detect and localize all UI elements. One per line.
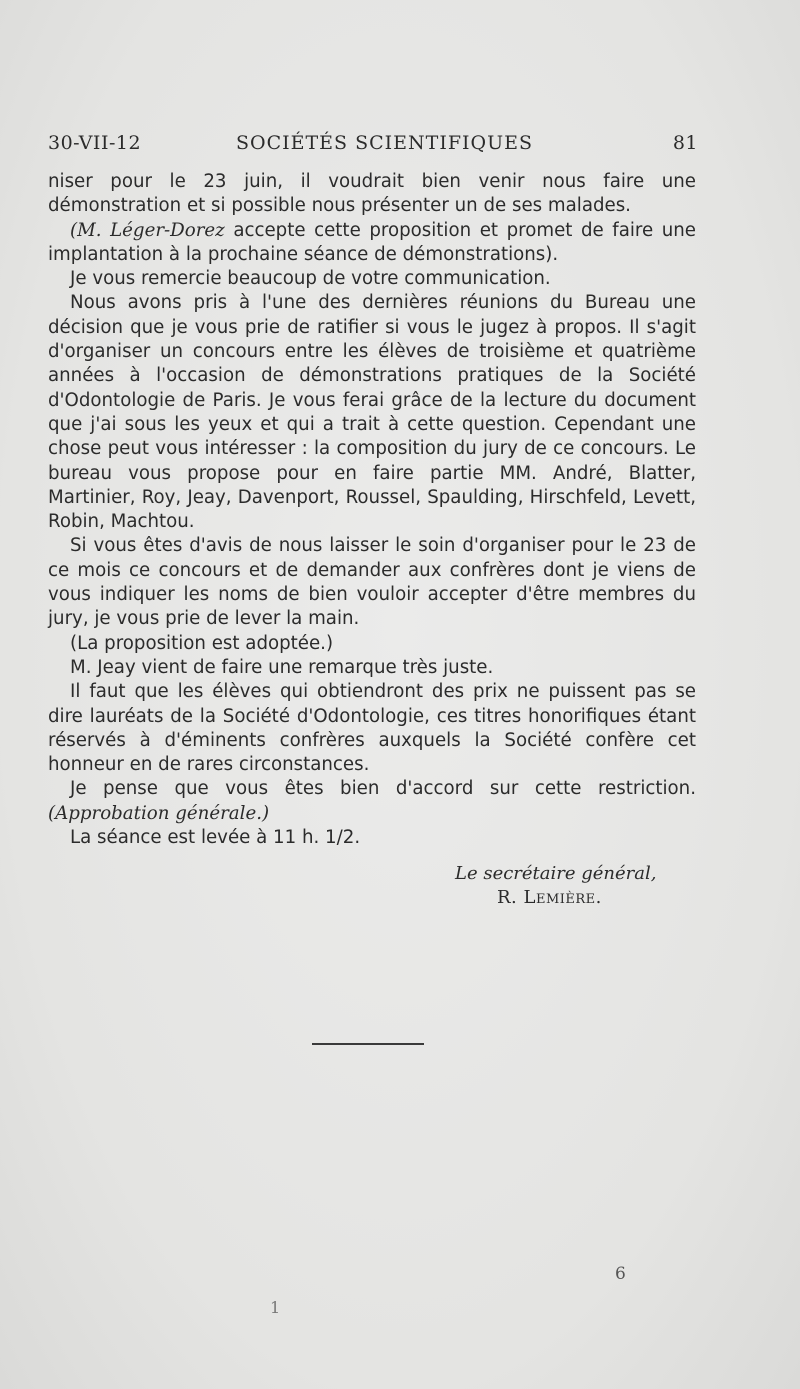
paragraph: niser pour le 23 juin, il voudrait bien venir nous faire une démonstration et si possible nous présenter un de ses malades. xyxy=(48,171,696,217)
paragraph: Je vous remercie beaucoup de votre communication. xyxy=(70,268,551,290)
paragraph-text: accepte cette proposition et promet de faire une implantation à la prochaine séance de démonstrations). xyxy=(48,219,696,265)
paragraph: La séance est levée à 11 h. 1/2. xyxy=(70,827,361,849)
signature-block xyxy=(455,862,715,910)
body-text xyxy=(48,170,696,850)
paragraph: Il faut que les élèves qui obtiendront des prix ne puissent pas se dire lauréats de la Société d'Odontologie, ces titres honorifiques étant réservés à d'éminents confrères auxquels la Société confère cet honneur en de rares circonstances. xyxy=(48,681,696,776)
italic-speaker: (M. Léger-Dorez xyxy=(70,219,225,241)
header-date: 30-VII-12 xyxy=(48,132,142,154)
italic-approval: (Approbation générale.) xyxy=(48,802,270,824)
signature-title: Le secrétaire général, xyxy=(455,863,657,884)
paragraph-text: Je pense que vous êtes bien d'accord sur cette restriction. xyxy=(70,778,696,800)
header-section-title: SOCIÉTÉS SCIENTIFIQUES xyxy=(236,132,533,154)
page-number: 81 xyxy=(672,132,698,154)
paragraph xyxy=(48,219,696,268)
running-head xyxy=(48,132,698,158)
paragraph: Nous avons pris à l'une des dernières réunions du Bureau une décision que je vous prie de ratifier si vous le jugez à propos. Il s'agit d'organiser un concours entre les élèves de troisième et quatrième années à l'occasion de démonstrations pratiques de la Société d'Odontologie de Paris. Je vous ferai grâce de la lecture du document que j'ai sous les yeux et qui a trait à cette question. Cependant une chose peut vous intéresser : la composition du jury de ce concours. Le bureau vous propose pour en faire partie MM. André, Blatter, Martinier, Roy, Jeay, Davenport, Roussel, Spaulding, Hirschfeld, Levett, Robin, Machtou. xyxy=(48,292,696,533)
paragraph: M. Jeay vient de faire une remarque très juste. xyxy=(70,656,494,678)
signature-name: R. Lemière. xyxy=(497,887,602,908)
paragraph xyxy=(48,777,696,826)
signature-mark: 6 xyxy=(615,1264,626,1284)
paragraph: (La proposition est adoptée.) xyxy=(70,632,334,654)
stray-mark: 1 xyxy=(270,1298,281,1317)
paragraph: Si vous êtes d'avis de nous laisser le soin d'organiser pour le 23 de ce mois ce concours et de demander aux confrères dont je viens de vous indiquer les noms de bien vouloir accepter d'être membres du jury, je vous prie de lever la main. xyxy=(48,535,696,630)
end-rule xyxy=(312,1043,424,1045)
